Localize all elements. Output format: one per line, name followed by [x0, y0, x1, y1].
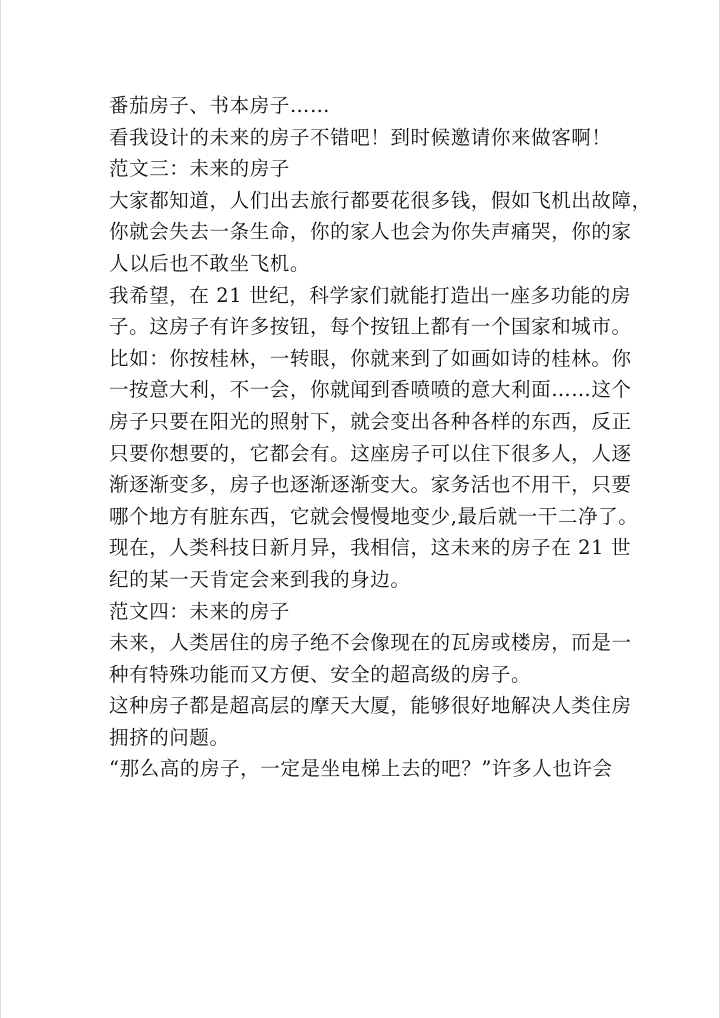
text-line: 纪的某一天肯定会来到我的身边。 — [109, 567, 411, 591]
section-heading: 范文三：未来的房子 — [109, 157, 290, 181]
text-line: 未来，人类居住的房子绝不会像现在的瓦房或楼房，而是一 — [109, 631, 632, 655]
text-line: 只要你想要的，它都会有。这座房子可以住下很多人，人逐 — [109, 441, 632, 465]
text-line: 渐逐渐变多，房子也逐渐逐渐变大。家务活也不用干，只要 — [109, 473, 632, 497]
text-line: 大家都知道，人们出去旅行都要花很多钱，假如飞机出故障， — [109, 188, 652, 212]
text-line: 拥挤的问题。 — [109, 725, 230, 749]
document-body — [109, 90, 652, 785]
text-line: 一按意大利，不一会，你就闻到香喷喷的意大利面……这个 — [109, 378, 632, 402]
text-line: 比如：你按桂林，一转眼，你就来到了如画如诗的桂林。你 — [109, 346, 632, 370]
text-line: 这种房子都是超高层的摩天大厦，能够很好地解决人类住房 — [109, 694, 632, 718]
text-line: 种有特殊功能而又方便、安全的超高级的房子。 — [109, 662, 532, 686]
text-line: 番茄房子、书本房子…… — [109, 94, 331, 117]
text-line: 现在，人类科技日新月异，我相信，这未来的房子在 21 世 — [109, 536, 632, 560]
text-line: 哪个地方有脏东西，它就会慢慢地变少,最后就一干二净了。 — [109, 504, 639, 528]
text-line: 看我设计的未来的房子不错吧！到时候邀请你来做客啊！ — [109, 125, 612, 149]
text-line: 我希望，在 21 世纪，科学家们就能打造出一座多功能的房 — [109, 283, 632, 307]
text-line: 人以后也不敢坐飞机。 — [109, 251, 311, 275]
text-line: “那么高的房子，一定是坐电梯上去的吧？”许多人也许会 — [109, 757, 613, 781]
text-line: 你就会失去一条生命，你的家人也会为你失声痛哭，你的家 — [109, 220, 632, 244]
section-heading: 范文四：未来的房子 — [109, 599, 290, 623]
text-line: 子。这房子有许多按钮，每个按钮上都有一个国家和城市。 — [109, 315, 632, 339]
text-line: 房子只要在阳光的照射下，就会变出各种各样的东西，反正 — [109, 409, 632, 433]
